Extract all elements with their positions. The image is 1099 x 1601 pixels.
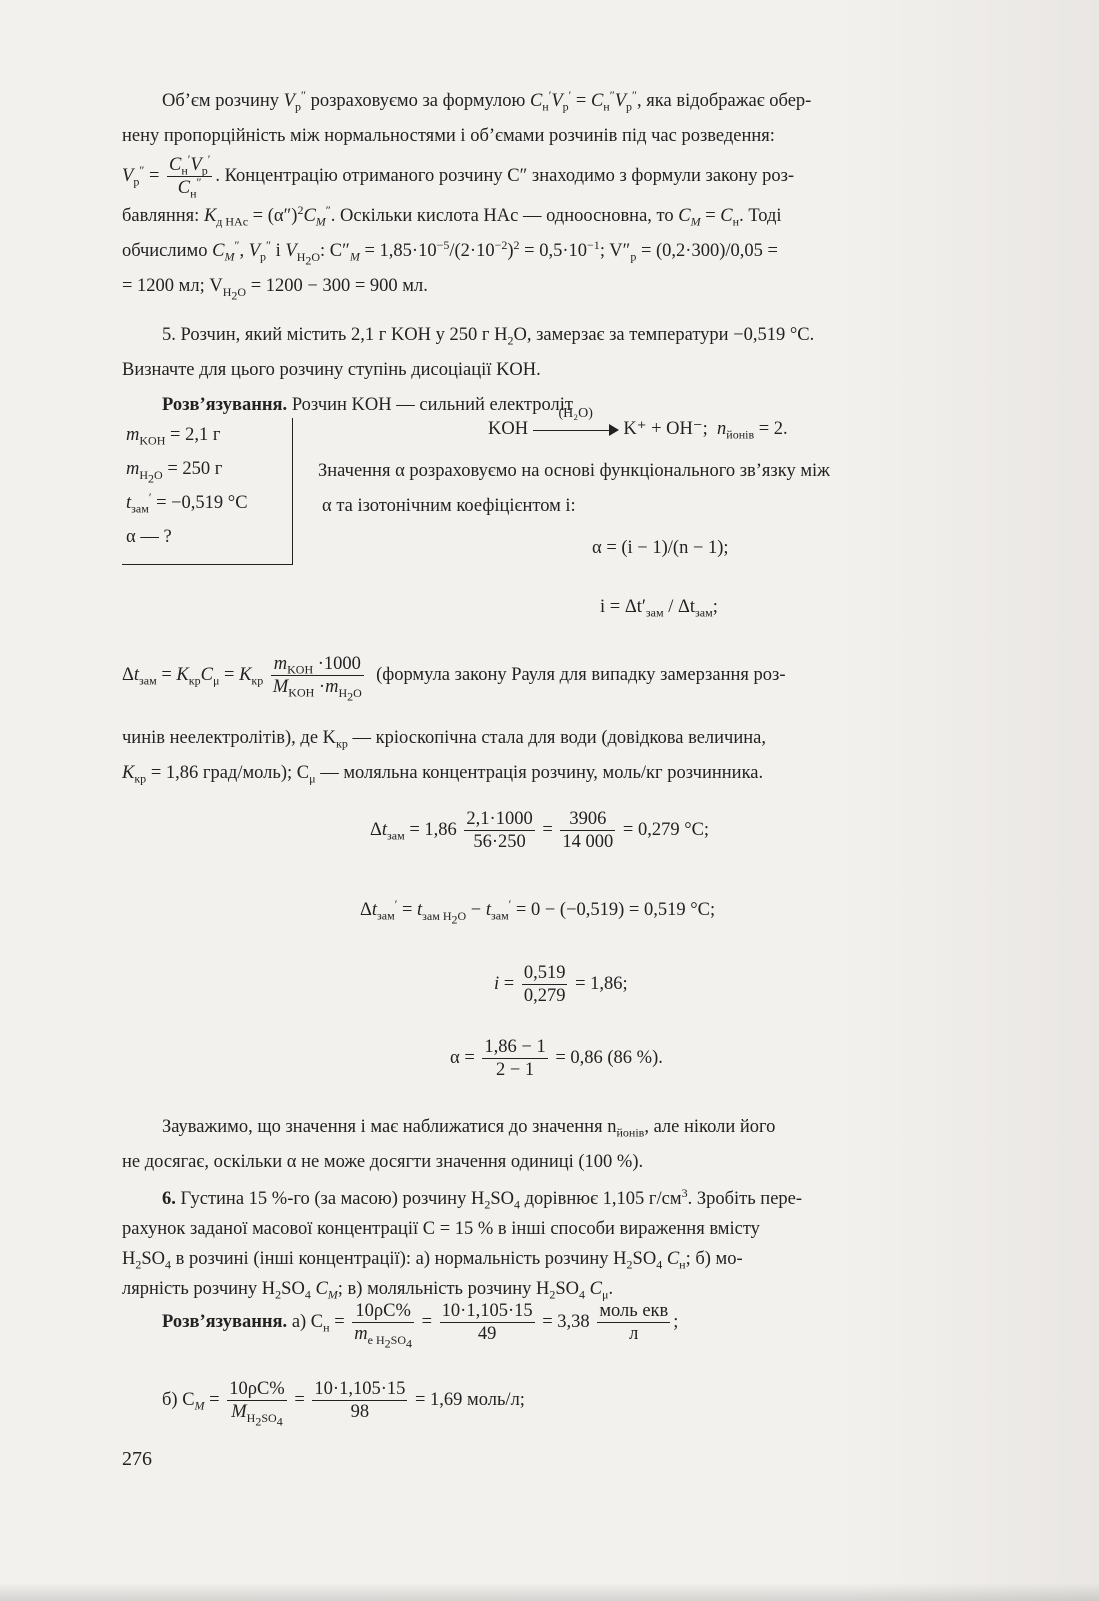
raoult-formula: $\Delta t_{зам} = K_{кр}C_\mu = K_{кр}$ $\frac{m_{KOH} \cdot 1000}{M_{KOH} \cdot m_{H_2O}}$ (формула закону Рауля для випадку замерзання роз-	[122, 654, 786, 704]
text-line: 6. Густина 15 %-го (за масою) розчину $H_2SO_4$ дорівнює 1,105 $г/см^3$. Зробіть пере-	[162, 1185, 803, 1212]
text-line: бавляння: $K_{д HAc} = (\alpha'')^2C_M''$. Оскільки кислота HAc — одноосновна, то $C_M = C_н$. Тоді	[122, 203, 782, 229]
page-number: 276	[122, 1448, 152, 1470]
text-line: не досягає, оскільки α не може досягти значення одиниці (100 %).	[122, 1152, 644, 1172]
calc-molarity: б) $C_M$ = $\frac{10\rho C\%}{M_{H_2SO_4}}$ = $\frac{10\cdot 1,105\cdot 15}{98}$ = 1,69 моль/л;	[162, 1379, 525, 1429]
text-line: 5. Розчин, який містить 2,1 г KOH у 250 г $H_2O$, замерзає за температури −0,519 °C.	[162, 325, 815, 348]
calc-delta-t: $\Delta t_{зам} = 1,86$ $\frac{2,1\cdot 1000}{56\cdot 250}$ = $\frac{3906}{14 000}$ = 0,279 °C;	[370, 809, 710, 852]
reaction-arrow: (H₂O)	[533, 420, 619, 440]
i-formula: $i = \Delta t'_{зам} / \Delta t_{зам}$;	[600, 597, 718, 620]
given-alpha: α — ?	[126, 527, 172, 547]
note-paragraph	[122, 1110, 1047, 1180]
given-m-h2o: $m_{H_2O} = 250$ г	[126, 459, 223, 486]
given-t-freeze: $t_{зам}' = -0,519$ °C	[126, 489, 248, 516]
text-line: Визначте для цього розчину ступінь дисоціації KOH.	[122, 360, 541, 380]
text-line: лярність розчину $H_2SO_4$ $C_M$; в) моляльність розчину $H_2SO_4$ $C_\mu$.	[122, 1279, 614, 1302]
page-bottom-edge	[0, 1583, 1099, 1601]
text-line: Значення α розраховуємо на основі функціонального зв’язку між	[318, 461, 830, 481]
calc-normality: Розв’язування. а) $C_н$ = $\frac{10\rho C\%}{m_{е H_2SO_4}}$ = $\frac{10\cdot 1,105\cdot 15}{49}$ = 3,38 $\frac{\text{моль екв}}{л}$ ;	[162, 1301, 679, 1351]
text-line: рахунок заданої масової концентрації C = 15 % в інші способи вираження вмісту	[122, 1219, 760, 1239]
text-line: Розв’язування. Розчин KOH — сильний електроліт	[162, 395, 573, 415]
calc-i: i = $\frac{0,519}{0,279}$ = 1,86;	[494, 963, 628, 1006]
calc-delta-t-prime: $\Delta t_{зам}' = t_{зам H_2O} - t_{зам}' = 0 - (-0,519) = 0,519$ °C;	[360, 896, 716, 927]
reaction-equation: KOH (H₂O) K⁺ + OH⁻; $n_{йонів} = 2$.	[488, 405, 788, 442]
alpha-explanation	[318, 454, 1046, 524]
text-line: Об’єм розчину $V_р''$ розраховуємо за формулою $C_н'V_р' = C_н''V_р''$, яка відображає обер-	[162, 87, 812, 114]
raoult-explanation	[122, 721, 1047, 791]
text-line: $V_р''$ = $\frac{C_н'V_р'}{C_н''}$ . Концентрацію отриманого розчину C″ знаходимо з формули закону роз-	[122, 152, 795, 201]
text-line: α та ізотонічним коефіцієнтом i:	[322, 496, 576, 516]
text-line: нену пропорційність між нормальностями і об’ємами розчинів під час розведення:	[122, 126, 775, 146]
given-m-koh: $m_{KOH} = 2,1$ г	[126, 425, 221, 448]
given-box	[122, 418, 293, 565]
paragraph-volume	[122, 84, 1047, 304]
problem-6	[122, 1184, 1047, 1304]
text-line: $K_{кр} = 1,86$ град/моль); $C_\mu$ — моляльна концентрація розчину, моль/кг розчинника.	[122, 763, 764, 786]
text-line: = 1200 мл; $V_{H_2O} = 1200 - 300 = 900$ мл.	[122, 276, 428, 303]
text-line: обчислимо $C_M''$, $V_р''$ і $V_{H_2O}$: $C''_M = 1,85\cdot 10^{-5}/(2\cdot 10^{-2})^2 = 0,5\cdot 10^{-1}$; $V''_р = (0,2\cdot 300)/0,05$ =	[122, 238, 778, 268]
calc-alpha: α = $\frac{1,86 - 1}{2 - 1}$ = 0,86 (86 %).	[450, 1037, 663, 1080]
alpha-formula: α = (i − 1)/(n − 1);	[592, 538, 729, 558]
text-line: чинів неелектролітів), де $K_{кр}$ — кріоскопічна стала для води (довідкова величина,	[122, 728, 766, 751]
text-line: Зауважимо, що значення i має наближатися до значення $n_{йонів}$, але ніколи його	[162, 1117, 776, 1140]
text-line: $H_2SO_4$ в розчині (інші концентрації): а) нормальність розчину $H_2SO_4$ $C_н$; б) мо-	[122, 1249, 743, 1272]
